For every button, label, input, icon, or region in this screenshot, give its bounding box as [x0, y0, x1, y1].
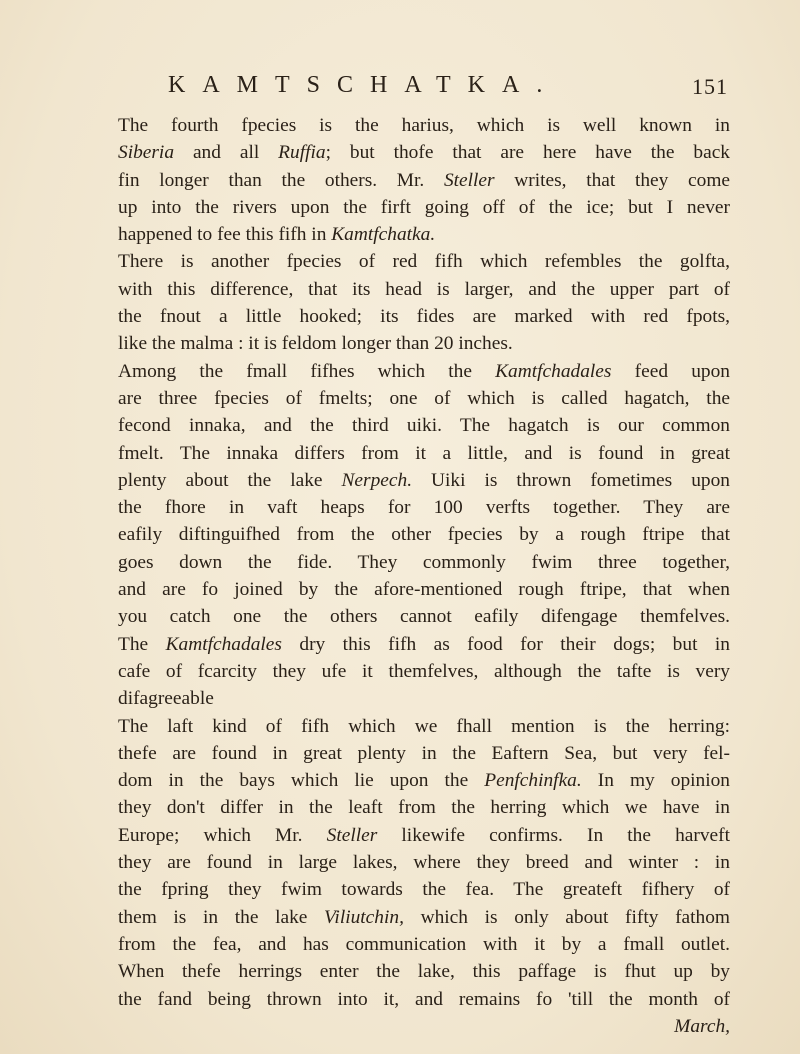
text-line — [118, 685, 730, 712]
italic-segment: Siberia — [118, 142, 175, 164]
text-line — [118, 658, 730, 685]
text-line — [118, 1013, 730, 1040]
text-segment: you catch one the others cannot eafily difengage themfelves. — [118, 606, 730, 628]
italic-segment: Kamtfchadales — [165, 633, 282, 655]
text-line — [118, 221, 730, 248]
text-segment: thefe are found in great plenty in the Eaftern Sea, but very fel- — [118, 742, 730, 764]
text-line — [118, 631, 730, 658]
running-head: KAMTSCHATKA. — [168, 72, 560, 98]
italic-segment: Ruffia — [278, 142, 326, 164]
text-segment: with this difference, that its head is larger, and the upper part of — [118, 278, 730, 300]
text-line — [118, 412, 730, 439]
text-segment: eafily diftinguifhed from the other fpecies by a rough ftripe that — [118, 524, 730, 546]
text-line — [118, 112, 730, 139]
text-line — [118, 276, 730, 303]
text-line — [118, 549, 730, 576]
text-segment: plenty about the lake — [118, 469, 342, 491]
text-segment: Europe; which Mr. — [118, 824, 327, 846]
text-segment: they don't differ in the leaft from the herring which we have in — [118, 797, 730, 819]
text-segment: Among the fmall fifhes which the — [118, 360, 496, 382]
text-segment: The — [118, 633, 166, 655]
text-segment: The fourth fpecies is the harius, which is well known in — [118, 115, 730, 136]
text-line — [118, 440, 730, 467]
italic-segment: Kamtfchadales — [495, 360, 612, 382]
text-segment: fin longer than the others. Mr. — [118, 169, 444, 191]
text-segment: When thefe herrings enter the lake, this paffage is fhut up by — [118, 961, 730, 983]
text-segment: fecond innaka, and the third uiki. The hagatch is our common — [118, 415, 730, 437]
text-segment: In my opinion — [581, 770, 731, 792]
text-line — [118, 740, 730, 767]
text-line — [118, 713, 730, 740]
text-segment: which is only about fifty fathom — [403, 906, 730, 928]
text-segment: them is in the lake — [118, 906, 325, 928]
text-line — [118, 385, 730, 412]
text-segment: up into the rivers upon the firft going off of the ice; but I never — [118, 196, 730, 218]
text-line — [118, 849, 730, 876]
text-segment: difagreeable — [118, 688, 214, 710]
text-segment: the fand being thrown into it, and remains fo 'till the month of — [118, 988, 730, 1010]
body-text — [118, 112, 730, 1040]
text-segment: and are fo joined by the afore-mentioned rough ftripe, that when — [118, 579, 730, 601]
italic-segment: Steller — [326, 824, 378, 846]
text-line — [118, 494, 730, 521]
text-line — [118, 767, 730, 794]
text-segment: and all — [174, 142, 279, 164]
italic-segment: Viliutchin, — [324, 906, 404, 928]
text-line — [118, 822, 730, 849]
text-line — [118, 358, 730, 385]
text-line — [118, 167, 730, 194]
text-line — [118, 876, 730, 903]
italic-segment: March, — [674, 1015, 730, 1037]
text-segment: from the fea, and has communication with it by a fmall outlet. — [118, 933, 730, 955]
text-line — [118, 330, 730, 357]
text-line — [118, 521, 730, 548]
text-segment: cafe of fcarcity they ufe it themfelves, although the tafte is very — [118, 660, 730, 682]
text-segment: dom in the bays which lie upon the — [118, 770, 485, 792]
text-segment: fmelt. The innaka differs from it a little, and is found in great — [118, 442, 730, 464]
text-line — [118, 303, 730, 330]
text-segment: writes, that they come — [494, 169, 731, 191]
italic-segment: Nerpech. — [341, 469, 413, 491]
text-segment: There is another fpecies of red fifh which refembles the golfta, — [118, 251, 730, 273]
text-line — [118, 986, 730, 1013]
text-segment: are three fpecies of fmelts; one of which is called hagatch, the — [118, 387, 730, 409]
text-segment: dry this fifh as food for their dogs; but in — [281, 633, 730, 655]
text-segment: they are found in large lakes, where they breed and winter : in — [118, 852, 730, 874]
text-segment: The laft kind of fifh which we fhall mention is the herring: — [118, 715, 730, 737]
text-segment: Uiki is thrown fometimes upon — [412, 469, 730, 491]
text-segment: happened to fee this fifh in — [118, 224, 332, 246]
text-segment: likewife confirms. In the harveft — [377, 824, 730, 846]
text-line — [118, 576, 730, 603]
page-number: 151 — [692, 74, 728, 99]
text-segment: the fhore in vaft heaps for 100 verfts together. They are — [118, 497, 730, 519]
text-line — [118, 931, 730, 958]
text-line — [118, 603, 730, 630]
text-line — [118, 467, 730, 494]
italic-segment: Kamtfchatka. — [331, 224, 436, 246]
text-segment: the fnout a little hooked; its fides are marked with red fpots, — [118, 306, 730, 328]
text-line — [118, 139, 730, 166]
text-line — [118, 248, 730, 275]
text-segment: the fpring they fwim towards the fea. The greateft fifhery of — [118, 879, 730, 901]
text-segment: like the malma : it is feldom longer than 20 inches. — [118, 333, 513, 355]
italic-segment: Penfchinfka. — [484, 770, 582, 792]
page-header — [168, 72, 728, 108]
text-line — [118, 194, 730, 221]
text-line — [118, 794, 730, 821]
italic-segment: Steller — [443, 169, 495, 191]
text-segment: feed upon — [611, 360, 730, 382]
text-segment: ; but thofe that are here have the back — [325, 142, 730, 164]
text-line — [118, 958, 730, 985]
text-line — [118, 904, 730, 931]
text-segment: goes down the fide. They commonly fwim three together, — [118, 551, 730, 573]
